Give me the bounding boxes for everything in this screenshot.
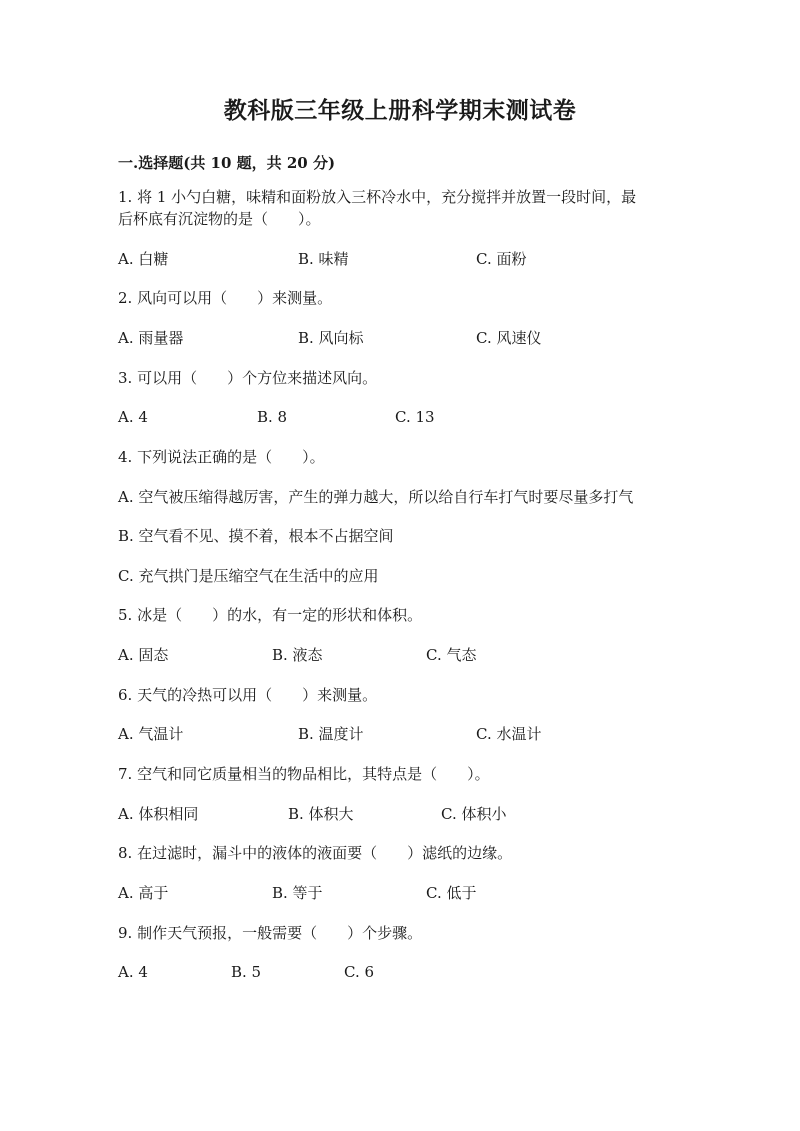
option-a: A. 4 — [118, 408, 148, 426]
option-b: B. 空气看不见、摸不着，根本不占据空间 — [118, 527, 394, 545]
option-a: A. 固态 — [118, 646, 169, 664]
question-stem: 9. 制作天气预报，一般需要（ ）个步骤。 — [118, 924, 423, 942]
option-c: C. 水温计 — [476, 725, 542, 743]
option-c: C. 低于 — [426, 884, 477, 902]
question-stem: 4. 下列说法正确的是（ ）。 — [118, 448, 325, 466]
option-b: B. 等于 — [272, 884, 323, 902]
option-c: C. 风速仪 — [476, 329, 542, 347]
question-stem: 1. 将 1 小勺白糖，味精和面粉放入三杯冷水中，充分搅拌并放置一段时间，最 — [118, 188, 637, 206]
option-b: B. 体积大 — [288, 805, 354, 823]
option-a: A. 空气被压缩得越厉害，产生的弹力越大，所以给自行车打气时要尽量多打气 — [118, 488, 634, 506]
option-a: A. 气温计 — [118, 725, 184, 743]
option-b: B. 8 — [257, 408, 288, 426]
page-title: 教科版三年级上册科学期末测试卷 — [223, 97, 577, 124]
question-stem: 3. 可以用（ ）个方位来描述风向。 — [118, 369, 378, 387]
option-c: C. 6 — [344, 963, 375, 981]
option-b: B. 温度计 — [298, 725, 364, 743]
option-c: C. 充气拱门是压缩空气在生活中的应用 — [118, 567, 379, 585]
option-b: B. 液态 — [272, 646, 323, 664]
option-c: C. 体积小 — [441, 805, 507, 823]
option-c: C. 13 — [395, 408, 435, 426]
question-stem-continued: 后杯底有沉淀物的是（ ）。 — [118, 210, 321, 228]
option-a: A. 白糖 — [118, 250, 169, 268]
option-b: B. 5 — [231, 963, 262, 981]
question-stem: 6. 天气的冷热可以用（ ）来测量。 — [118, 686, 378, 704]
option-a: A. 体积相同 — [118, 805, 199, 823]
question-stem: 5. 冰是（ ）的水，有一定的形状和体积。 — [118, 606, 423, 624]
option-a: A. 4 — [118, 963, 148, 981]
question-stem: 2. 风向可以用（ ）来测量。 — [118, 289, 333, 307]
question-stem: 7. 空气和同它质量相当的物品相比，其特点是（ ）。 — [118, 765, 490, 783]
option-b: B. 风向标 — [298, 329, 364, 347]
option-c: C. 气态 — [426, 646, 477, 664]
question-stem: 8. 在过滤时，漏斗中的液体的液面要（ ）滤纸的边缘。 — [118, 844, 513, 862]
option-a: A. 雨量器 — [118, 329, 184, 347]
option-c: C. 面粉 — [476, 250, 527, 268]
option-a: A. 高于 — [118, 884, 169, 902]
option-b: B. 味精 — [298, 250, 349, 268]
section-heading: 一.选择题(共 10 题，共 20 分) — [118, 154, 336, 172]
